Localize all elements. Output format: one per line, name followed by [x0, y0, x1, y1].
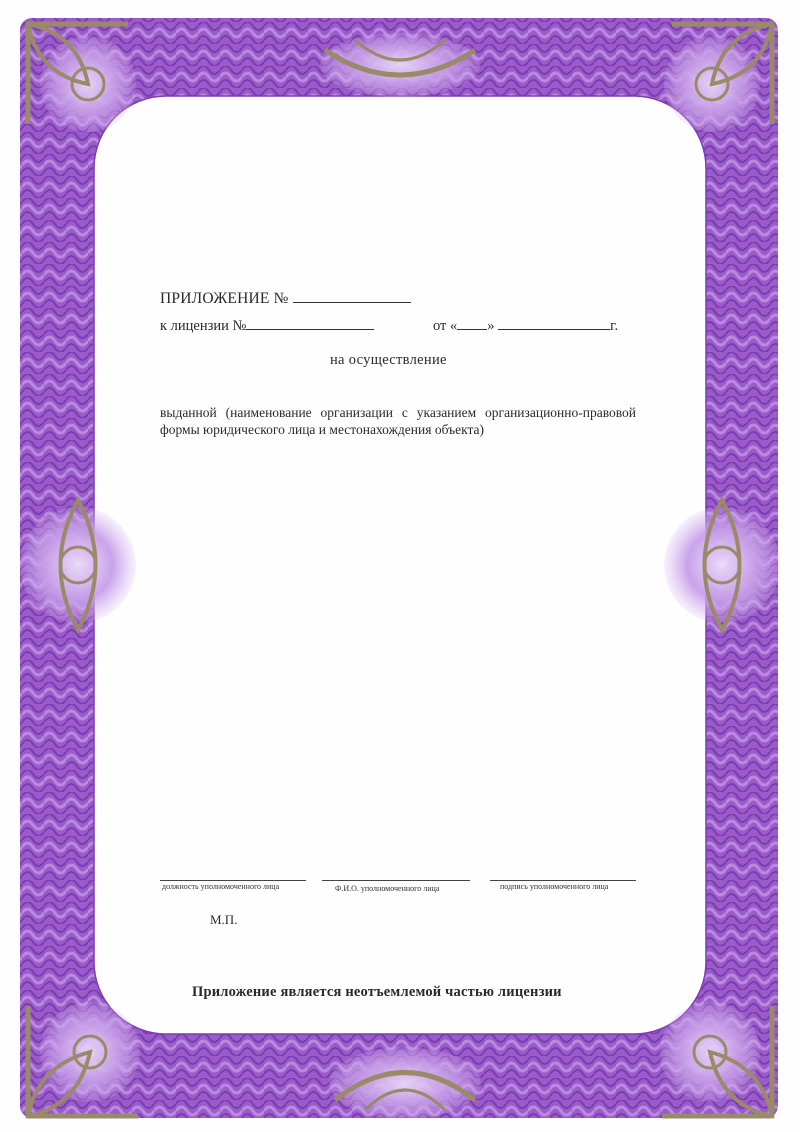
- license-label: к лицензии №: [160, 318, 247, 334]
- date-day-field[interactable]: [457, 315, 487, 330]
- appendix-number-field[interactable]: [293, 288, 411, 303]
- corner-ornament-top-left: [18, 14, 138, 134]
- date-month-field[interactable]: [498, 315, 610, 330]
- license-number-line: [160, 315, 374, 335]
- name-signature-line[interactable]: [322, 880, 470, 881]
- corner-ornament-top-right: [662, 14, 782, 134]
- date-from-label: от «: [433, 318, 458, 334]
- left-side-ornament: [18, 490, 138, 640]
- corner-ornament-bottom-right: [652, 996, 782, 1126]
- footer-note: Приложение является неотъемлемой частью лицензии: [192, 984, 562, 1000]
- signature-caption: подпись уполномоченного лица: [500, 882, 609, 891]
- position-caption: должность уполномоченного лица: [162, 882, 280, 891]
- name-caption: Ф.И.О. уполномоченного лица: [335, 884, 440, 893]
- year-suffix: г.: [610, 318, 619, 334]
- position-signature-line[interactable]: [160, 880, 306, 881]
- date-quote-close: »: [487, 318, 495, 334]
- issued-to-caption: выданной (наименование организации с указанием организационно-правовой формы юридического лица и местонахождения объекта): [160, 405, 636, 437]
- appendix-number-line: [160, 288, 411, 308]
- appendix-label: ПРИЛОЖЕНИЕ №: [160, 290, 289, 307]
- right-side-ornament: [662, 490, 782, 640]
- signature-line[interactable]: [490, 880, 636, 881]
- corner-ornament-bottom-left: [18, 996, 148, 1126]
- license-date-line: [433, 315, 618, 335]
- bottom-center-ornament: [325, 1035, 485, 1125]
- seal-label: М.П.: [210, 912, 238, 927]
- top-center-ornament: [315, 20, 485, 100]
- license-number-field[interactable]: [246, 315, 374, 330]
- activity-label: на осуществление: [330, 352, 447, 368]
